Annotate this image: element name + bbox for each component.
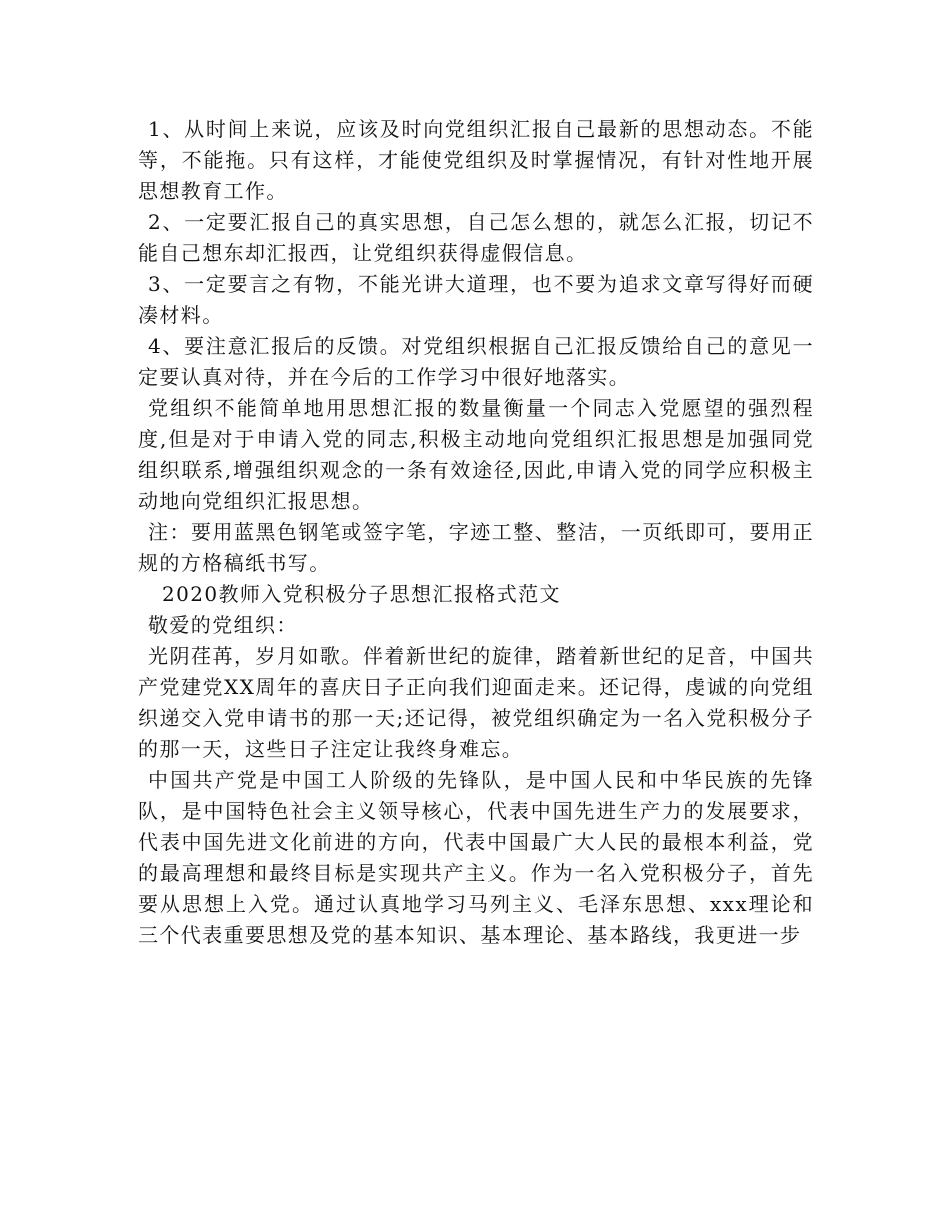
paragraph-point-4: 4、要注意汇报后的反馈。对党组织根据自己汇报反馈给自己的意见一定要认真对待，并在今后的工作学习中很好地落实。 [138,334,814,389]
body-paragraph-1: 光阴荏苒，岁月如歌。伴着新世纪的旋律，踏着新世纪的足音，中国共产党建党XX周年的喜庆日子正向我们迎面走来。还记得，虔诚的向党组织递交入党申请书的那一天;还记得，被党组织确定为一名入党积极分子的那一天，这些日子注定让我终身难忘。 [138,644,814,761]
paragraph-summary: 党组织不能简单地用思想汇报的数量衡量一个同志入党愿望的强烈程度,但是对于申请入党的同志,积极主动地向党组织汇报思想是加强同党组织联系,增强组织观念的一条有效途径,因此,申请入党的同学应积极主动地向党组织汇报思想。 [138,396,814,513]
salutation: 敬爱的党组织： [148,613,298,637]
document-page [138,114,814,951]
paragraph-point-2: 2、一定要汇报自己的真实思想，自己怎么想的，就怎么汇报，切记不能自己想东却汇报西，让党组织获得虚假信息。 [138,210,814,265]
body-paragraph-2: 中国共产党是中国工人阶级的先锋队，是中国人民和中华民族的先锋队，是中国特色社会主义领导核心，代表中国先进生产力的发展要求，代表中国先进文化前进的方向，代表中国最广大人民的最根本利益，党的最高理想和最终目标是实现共产主义。作为一名入党积极分子，首先要从思想上入党。通过认真地学习马列主义、毛泽东思想、xxx理论和三个代表重要思想及党的基本知识、基本理论、基本路线，我更进一步 [138,768,814,947]
article-title: 2020教师入党积极分子思想汇报格式范文 [162,582,561,606]
paragraph-point-3: 3、一定要言之有物，不能光讲大道理，也不要为追求文章写得好而硬凑材料。 [138,272,814,327]
paragraph-point-1: 1、从时间上来说，应该及时向党组织汇报自己最新的思想动态。不能等，不能拖。只有这样，才能使党组织及时掌握情况，有针对性地开展思想教育工作。 [138,117,814,203]
paragraph-note: 注：要用蓝黑色钢笔或签字笔，字迹工整、整洁，一页纸即可，要用正规的方格稿纸书写。 [138,520,814,575]
